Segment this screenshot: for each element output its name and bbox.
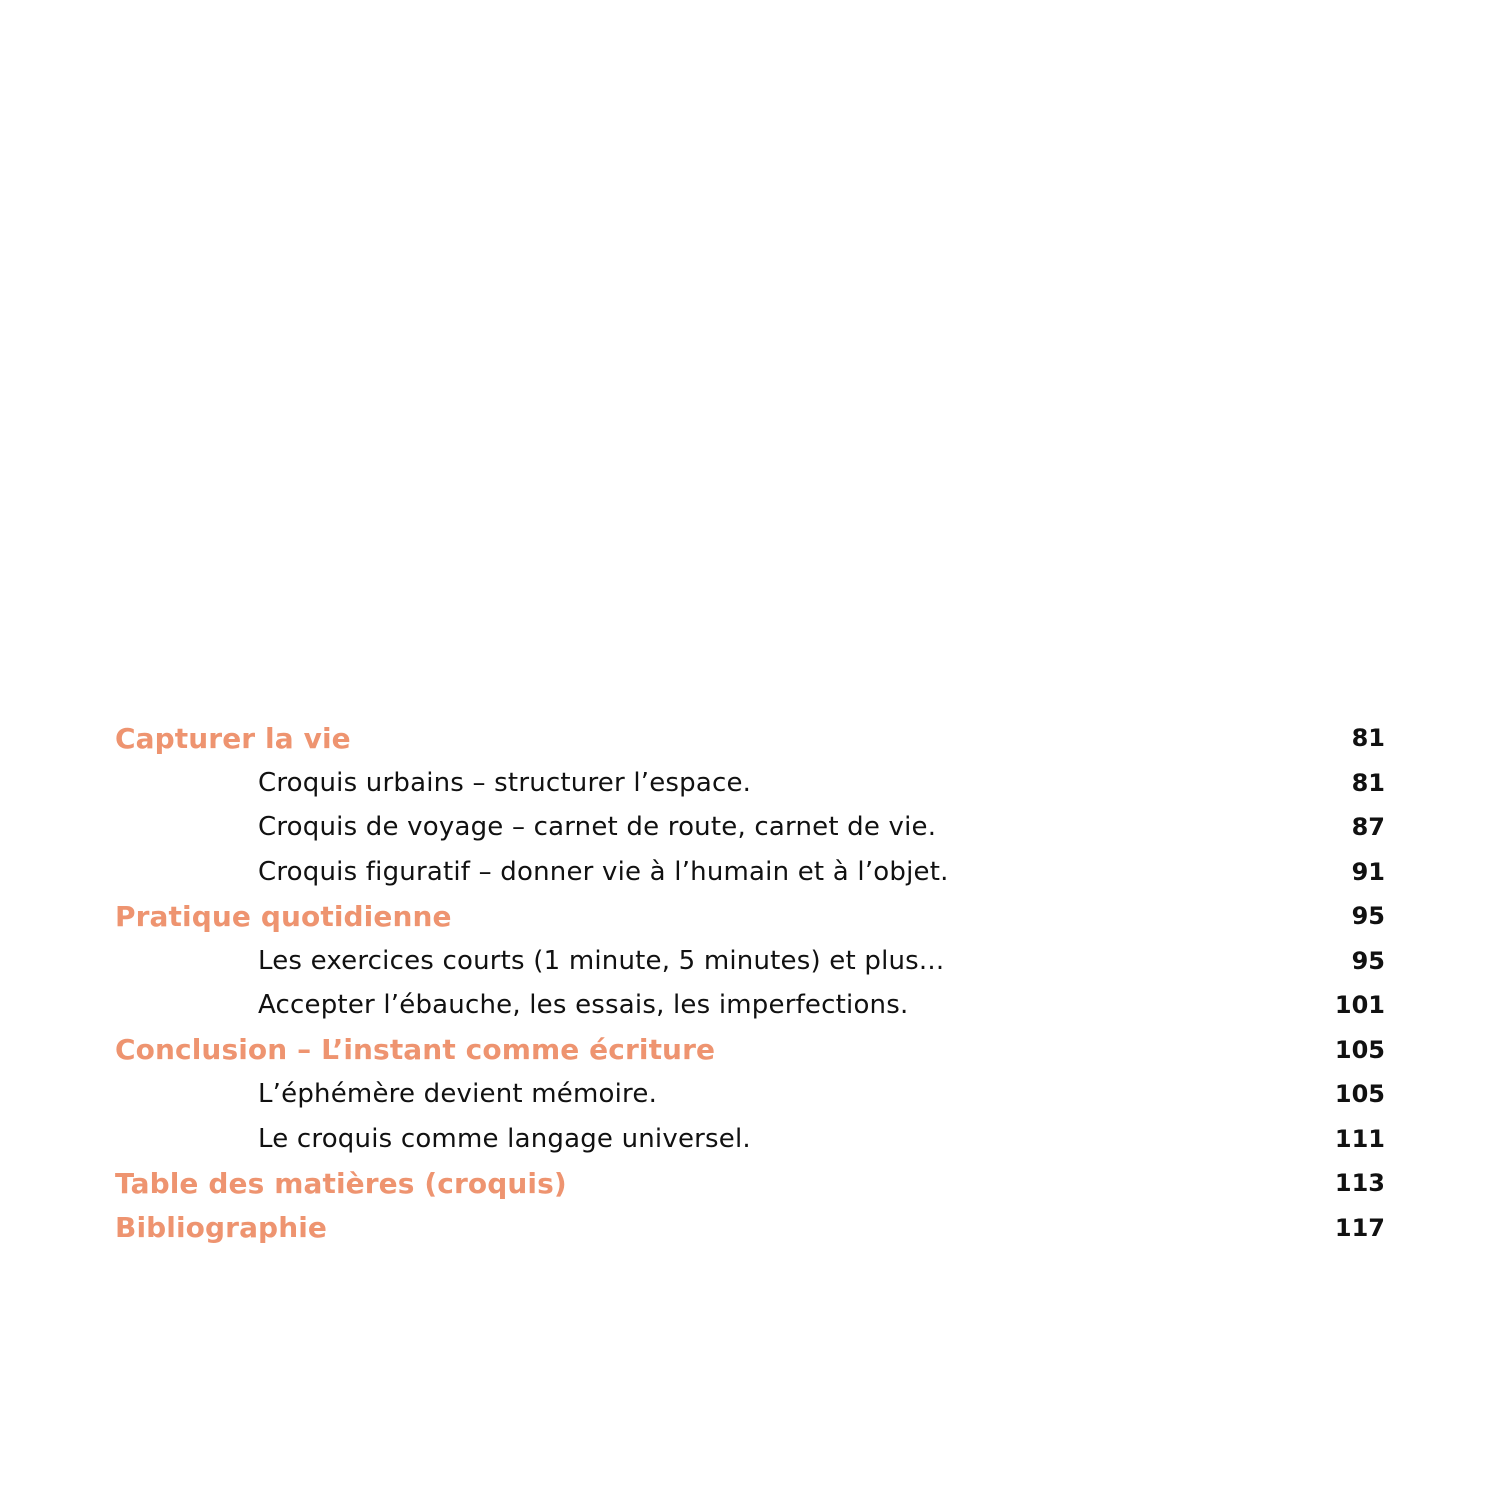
toc-subsection-title: Le croquis comme langage universel. <box>258 1123 751 1154</box>
toc-subsection-entry <box>115 983 1385 1028</box>
toc-page-number: 95 <box>1351 902 1385 931</box>
toc-page-number: 117 <box>1334 1213 1385 1242</box>
toc-subsection-entry <box>115 761 1385 806</box>
toc-page-number: 95 <box>1351 946 1385 975</box>
toc-subsection-entry <box>115 1117 1385 1162</box>
toc-subsection-entry <box>115 850 1385 895</box>
toc-subsection-title: Croquis de voyage – carnet de route, carnet de vie. <box>258 812 937 843</box>
toc-subsection-entry <box>115 939 1385 984</box>
toc-section-entry <box>115 1206 1385 1251</box>
toc-page-number: 81 <box>1351 768 1385 797</box>
toc-page-number: 81 <box>1351 724 1385 753</box>
toc-section-entry <box>115 1028 1385 1073</box>
toc-subsection-title: L’éphémère devient mémoire. <box>258 1079 658 1110</box>
toc-subsection-title: Les exercices courts (1 minute, 5 minutes) et plus... <box>258 945 945 976</box>
toc-subsection-title: Croquis urbains – structurer l’espace. <box>258 767 752 798</box>
toc-page-number: 91 <box>1351 857 1385 886</box>
toc-section-entry <box>115 716 1385 761</box>
toc-section-title: Table des matières (croquis) <box>115 1166 567 1200</box>
toc-section-entry <box>115 894 1385 939</box>
toc-section-title: Pratique quotidienne <box>115 899 452 933</box>
toc-subsection-title: Accepter l’ébauche, les essais, les imperfections. <box>258 990 909 1021</box>
toc-section-title: Conclusion – L’instant comme écriture <box>115 1033 716 1067</box>
toc-section-entry <box>115 1161 1385 1206</box>
toc-section-title: Bibliographie <box>115 1211 328 1245</box>
toc-subsection-entry <box>115 805 1385 850</box>
toc-section-title: Capturer la vie <box>115 721 351 755</box>
toc-page-number: 113 <box>1334 1169 1385 1198</box>
toc-page-number: 101 <box>1334 991 1385 1020</box>
toc-page-number: 105 <box>1334 1035 1385 1064</box>
table-of-contents <box>115 716 1385 1250</box>
toc-page-number: 87 <box>1351 813 1385 842</box>
toc-page-number: 111 <box>1334 1124 1385 1153</box>
toc-page-number: 105 <box>1334 1080 1385 1109</box>
toc-subsection-entry <box>115 1072 1385 1117</box>
toc-subsection-title: Croquis figuratif – donner vie à l’humain et à l’objet. <box>258 856 949 887</box>
